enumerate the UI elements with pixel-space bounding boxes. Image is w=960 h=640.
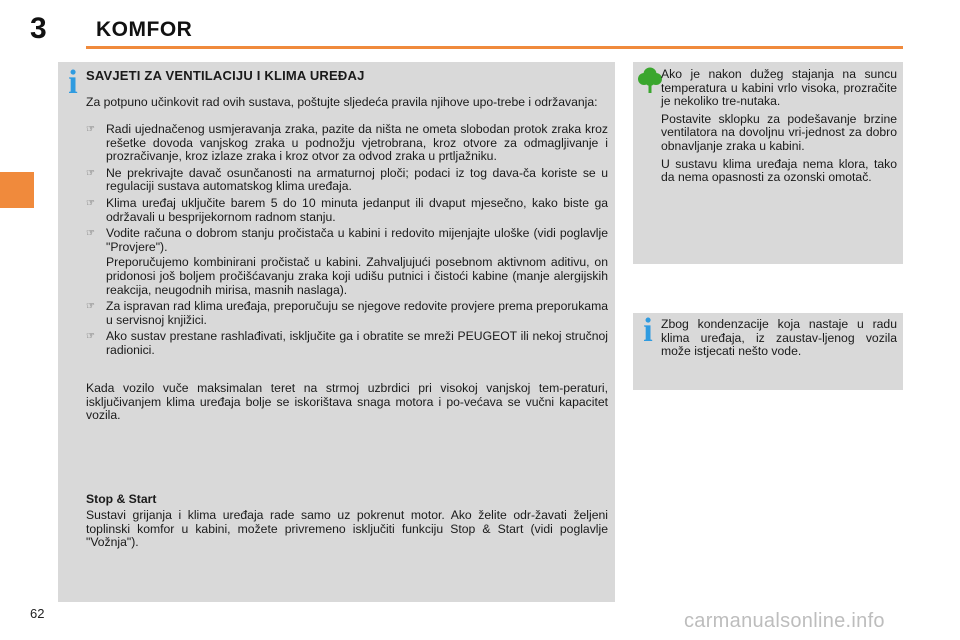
watermark: carmanualsonline.info — [684, 610, 885, 632]
tips-list — [86, 123, 608, 361]
finger-pointer-icon: ☞ — [86, 228, 95, 240]
list-item-text: Ne prekrivajte davač osunčanosti na armaturnoj ploči; podaci iz tog dava-ča koriste se u regulaciji sustava automatskog klima uređaja. — [106, 165, 608, 194]
list-item-extra-text: Preporučujemo kombinirani pročistač u kabini. Zahvaljujući posebnom aktivnom aditivu, on pridonosi još boljem pročišćavanju zraka koji udišu putnici i čistoći kabine (manje alergijskih reakcija, neugodnih mirisa, masnih naslaga). — [106, 255, 608, 297]
condensation-note-panel — [633, 313, 903, 390]
intro-paragraph: Za potpuno učinkovit rad ovih sustava, poštujte sljedeća pravila njihove upo-trebe i održavanja: — [86, 95, 598, 109]
list-item-text: Vodite računa o dobrom stanju pročistača u kabini i redovito mijenjajte uloške (vidi poglavlje "Provjere"). — [106, 226, 608, 254]
list-item — [86, 330, 608, 357]
eco-paragraph: Ako je nakon dužeg stajanja na suncu temperatura u kabini vrlo visoka, prozračite je nekoliko tre-nutaka. — [661, 67, 897, 109]
chapter-side-tab — [0, 172, 34, 208]
list-item — [86, 300, 608, 327]
chapter-number: 3 — [30, 12, 47, 45]
eco-paragraph: Postavite sklopku za podešavanje brzine ventilatora na dovoljnu vri-jednost za dobro obnavljanje zraka u kabini. — [661, 111, 897, 153]
tree-icon — [637, 66, 663, 94]
list-item — [86, 197, 608, 224]
eco-tips-panel — [633, 62, 903, 264]
header-divider — [86, 46, 903, 49]
ventilation-tips-panel — [58, 62, 615, 602]
list-item-text: Ako sustav prestane rashlađivati, isključite ga i obratite se mreži PEUGEOT ili nekoj stručnoj radionici. — [106, 329, 608, 357]
finger-pointer-icon: ☞ — [86, 124, 95, 135]
list-item-text: Klima uređaj uključite barem 5 do 10 minuta jedanput ili dvaput mjesečno, kako biste ga održavali u besprijekornom radnom stanju. — [106, 195, 608, 224]
panel-heading: SAVJETI ZA VENTILACIJU I KLIMA UREĐAJ — [86, 68, 365, 83]
info-icon: i — [643, 312, 653, 349]
list-item-text: Radi ujednačenog usmjeravanja zraka, pazite da ništa ne ometa slobodan protok zraka kroz rešetke dovoda vanjskog zraka u podnožju vjetrobrana, kroz otvore za odmagljivanje i prozračivanje, kroz izlaze zraka i kroz otvor za odvod zraka u prtljažniku. — [106, 122, 608, 164]
stop-start-title: Stop & Start — [86, 492, 157, 506]
condensation-note-text: Zbog kondenzacije koja nastaje u radu klima uređaja, iz zaustav-ljenog vozila može istjecati nešto vode. — [661, 317, 897, 359]
closing-paragraph: Kada vozilo vuče maksimalan teret na strmoj uzbrdici pri visokoj vanjskoj tem-peraturi, isključivanjem klima uređaja bolje se iskorištava snaga motora i po-većava se vučni kapacitet vozila. — [86, 381, 608, 423]
page-number: 62 — [30, 606, 45, 621]
info-icon: i — [68, 64, 78, 101]
list-item-text: Za ispravan rad klima uređaja, preporučuju se njegove redovite provjere prema preporukama u servisnoj knjižici. — [106, 299, 608, 327]
list-item — [86, 123, 608, 164]
chapter-title: KOMFOR — [96, 18, 193, 41]
stop-start-text: Sustavi grijanja i klima uređaja rade samo uz pokrenut motor. Ako želite odr-žavati željeni toplinski komfor u kabini, možete privremeno isključiti funkciju Stop & Start (vidi poglavlje "Vožnja"). — [86, 508, 608, 550]
finger-pointer-icon: ☞ — [86, 301, 95, 313]
list-item — [86, 227, 608, 297]
finger-pointer-icon: ☞ — [86, 167, 95, 179]
eco-text — [661, 68, 897, 189]
eco-paragraph: U sustavu klima uređaja nema klora, tako da nema opasnosti za ozonski omotač. — [661, 156, 897, 185]
list-item — [86, 167, 608, 194]
finger-pointer-icon: ☞ — [86, 197, 95, 209]
finger-pointer-icon: ☞ — [86, 331, 95, 343]
